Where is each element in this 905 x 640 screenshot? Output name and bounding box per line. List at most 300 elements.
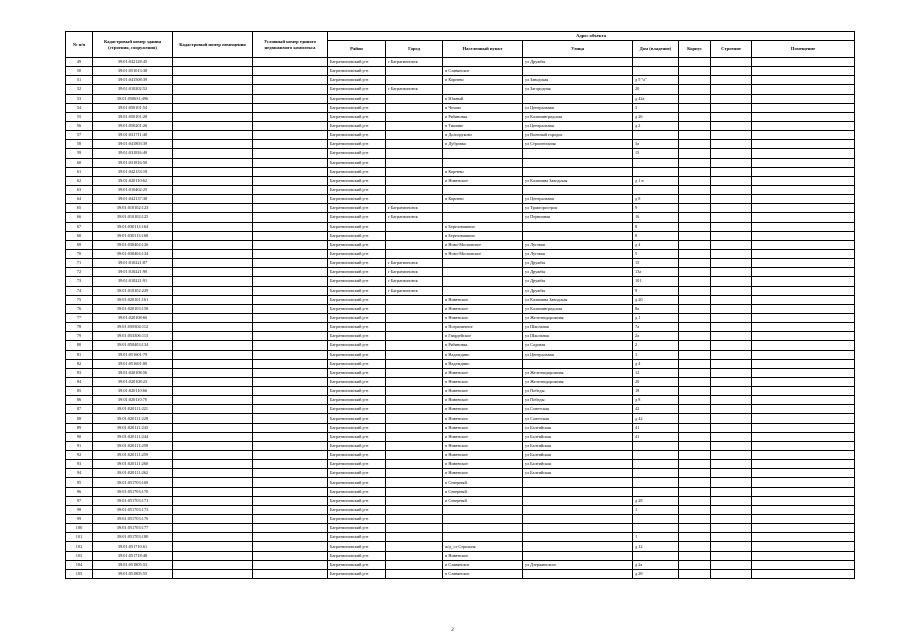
cell-korpus (679, 396, 711, 405)
cell-gorod (386, 515, 443, 524)
cell-raion: Багратионовский р-н (328, 350, 386, 359)
cell-ulica: ул Луговая (523, 249, 633, 258)
cell-np: п Нивенское (443, 441, 523, 450)
cell-korpus (679, 259, 711, 268)
cell-dom (633, 551, 679, 560)
cell-dom (633, 487, 679, 496)
cell-pomeshenie (752, 368, 855, 377)
cell-stroenie (711, 451, 752, 460)
table-row (66, 167, 855, 176)
cell-pomeshenie (752, 213, 855, 222)
cell-ulica: ул Дружбы (523, 277, 633, 286)
cell-raion: Багратионовский р-н (328, 359, 386, 368)
cell-cond-num (253, 323, 328, 332)
cell-kad-building: 39:01:051703:176 (93, 515, 173, 524)
cell-num: 100 (66, 524, 93, 533)
cell-korpus (679, 405, 711, 414)
cell-cond-num (253, 396, 328, 405)
cell-kad-building: 39:01:020111:221 (93, 405, 173, 414)
cell-korpus (679, 94, 711, 103)
col-raion-header: Район (328, 41, 386, 58)
cell-kad-building: 39:01:020111:243 (93, 423, 173, 432)
cell-stroenie (711, 569, 752, 578)
cell-dom (633, 515, 679, 524)
cell-kad-building: 39:01:050101:28 (93, 112, 173, 121)
cell-ulica: ул Дружбы (523, 286, 633, 295)
cell-cond-num (253, 387, 328, 396)
cell-stroenie (711, 524, 752, 533)
cell-kad-building: 39:01:051703:180 (93, 533, 173, 542)
cell-kad-building: 39:01:051805:55 (93, 569, 173, 578)
cell-gorod (386, 368, 443, 377)
cell-gorod: г Багратионовск (386, 213, 443, 222)
cell-dom: д 42а (633, 94, 679, 103)
table-row (66, 204, 855, 213)
cell-korpus (679, 542, 711, 551)
cell-kad-building: 39:01:010221:90 (93, 268, 173, 277)
cell-num: 87 (66, 405, 93, 414)
cell-kad-building: 39:01:020101:161 (93, 295, 173, 304)
cell-stroenie (711, 286, 752, 295)
cell-cond-num (253, 432, 328, 441)
cell-raion: Багратионовский р-н (328, 377, 386, 386)
cell-kad-building: 39:01:020111:260 (93, 460, 173, 469)
cell-num: 68 (66, 231, 93, 240)
cell-pomeshenie (752, 158, 855, 167)
cell-gorod (386, 469, 443, 478)
cell-np (443, 204, 523, 213)
cell-dom: 9 (633, 286, 679, 295)
cell-stroenie (711, 441, 752, 450)
cell-raion: Багратионовский р-н (328, 515, 386, 524)
cell-stroenie (711, 460, 752, 469)
cell-np: п Ново-Московское (443, 240, 523, 249)
cell-kad-building: 39:01:041508:39 (93, 76, 173, 85)
cell-cond-num (253, 377, 328, 386)
cell-raion: Багратионовский р-н (328, 569, 386, 578)
cell-gorod (386, 560, 443, 569)
cell-kad-room (173, 94, 253, 103)
cell-ulica (523, 67, 633, 76)
cell-raion: Багратионовский р-н (328, 304, 386, 313)
cell-kad-room (173, 350, 253, 359)
cell-korpus (679, 387, 711, 396)
cell-pomeshenie (752, 332, 855, 341)
cell-dom (633, 67, 679, 76)
table-row (66, 185, 855, 194)
cell-stroenie (711, 478, 752, 487)
cell-np (443, 533, 523, 542)
cell-cond-num (253, 259, 328, 268)
cell-cond-num (253, 222, 328, 231)
cell-ulica (523, 231, 633, 240)
cell-gorod (386, 249, 443, 258)
cell-korpus (679, 149, 711, 158)
cell-kad-building: 39:01:020108:23 (93, 377, 173, 386)
cell-dom (633, 167, 679, 176)
cell-ulica: ул Дружбы (523, 259, 633, 268)
cell-num: 71 (66, 259, 93, 268)
cell-raion: Багратионовский р-н (328, 268, 386, 277)
cell-korpus (679, 313, 711, 322)
cell-kad-room (173, 185, 253, 194)
cell-raion: Багратионовский р-н (328, 432, 386, 441)
cell-dom: 2 (633, 341, 679, 350)
cell-raion: Багратионовский р-н (328, 167, 386, 176)
cell-stroenie (711, 551, 752, 560)
cell-cond-num (253, 560, 328, 569)
cell-gorod (386, 131, 443, 140)
cell-ulica: ул Железнодорожная (523, 377, 633, 386)
cell-korpus (679, 103, 711, 112)
cell-kad-room (173, 103, 253, 112)
cell-num: 49 (66, 58, 93, 67)
cell-stroenie (711, 350, 752, 359)
cell-ulica: ул Победы (523, 387, 633, 396)
cell-ulica: ул Калинина Заводская (523, 295, 633, 304)
cell-cond-num (253, 405, 328, 414)
cell-raion: Багратионовский р-н (328, 487, 386, 496)
cell-stroenie (711, 515, 752, 524)
cell-pomeshenie (752, 195, 855, 204)
cell-cond-num (253, 103, 328, 112)
cell-kad-room (173, 405, 253, 414)
cell-np: п Надеждино (443, 350, 523, 359)
cell-kad-room (173, 176, 253, 185)
table-row (66, 149, 855, 158)
cell-stroenie (711, 103, 752, 112)
cell-stroenie (711, 469, 752, 478)
cell-ulica: ул Железнодорожная (523, 313, 633, 322)
cell-np (443, 515, 523, 524)
cell-pomeshenie (752, 149, 855, 158)
cell-np: п Корнево (443, 76, 523, 85)
cell-ulica: ул Садовая (523, 341, 633, 350)
cell-gorod (386, 121, 443, 130)
cell-pomeshenie (752, 94, 855, 103)
cell-raion: Багратионовский р-н (328, 323, 386, 332)
cell-raion: Багратионовский р-н (328, 121, 386, 130)
cell-stroenie (711, 76, 752, 85)
table-row (66, 295, 855, 304)
cell-kad-room (173, 414, 253, 423)
cell-cond-num (253, 569, 328, 578)
cell-dom: д 26 (633, 112, 679, 121)
cell-kad-building: 39:01:030113:164 (93, 222, 173, 231)
cell-cond-num (253, 195, 328, 204)
cell-ulica: ул Дзержинского (523, 560, 633, 569)
cell-ulica: ул Дружбы (523, 58, 633, 67)
cell-pomeshenie (752, 185, 855, 194)
table-row (66, 277, 855, 286)
cell-kad-room (173, 158, 253, 167)
cell-dom: д 8 (633, 195, 679, 204)
cell-cond-num (253, 240, 328, 249)
cell-num: 89 (66, 423, 93, 432)
cell-dom: 8 (633, 231, 679, 240)
cell-dom: д 42 (633, 414, 679, 423)
cell-pomeshenie (752, 249, 855, 258)
cell-stroenie (711, 185, 752, 194)
cell-cond-num (253, 350, 328, 359)
cell-pomeshenie (752, 176, 855, 185)
cell-pomeshenie (752, 423, 855, 432)
cell-kad-building: 39:01:031711:40 (93, 131, 173, 140)
cell-kad-room (173, 259, 253, 268)
cell-kad-building: 39:01:051710:61 (93, 542, 173, 551)
cell-num: 98 (66, 505, 93, 514)
cell-cond-num (253, 85, 328, 94)
table-row (66, 85, 855, 94)
cell-pomeshenie (752, 131, 855, 140)
cell-kad-building: 39:01:020108:60 (93, 313, 173, 322)
cell-stroenie (711, 332, 752, 341)
cell-pomeshenie (752, 451, 855, 460)
cell-num: 57 (66, 131, 93, 140)
cell-ulica: ул Центральная (523, 195, 633, 204)
cell-raion: Багратионовский р-н (328, 249, 386, 258)
cell-num: 74 (66, 286, 93, 295)
cell-ulica: ул Балтийская (523, 432, 633, 441)
table-row (66, 140, 855, 149)
cell-num: 94 (66, 469, 93, 478)
cell-np: п Нивенское (443, 176, 523, 185)
cell-num: 78 (66, 323, 93, 332)
cell-cond-num (253, 304, 328, 313)
cell-ulica: ул Победы (523, 396, 633, 405)
cell-korpus (679, 295, 711, 304)
cell-gorod (386, 185, 443, 194)
cell-ulica (523, 569, 633, 578)
col-kad-room-header: Кадастровый номер помещения (173, 32, 253, 58)
cell-stroenie (711, 149, 752, 158)
table-row (66, 451, 855, 460)
cell-num: 73 (66, 277, 93, 286)
cell-dom: 1 (633, 505, 679, 514)
cell-ulica: ул Советская (523, 414, 633, 423)
cell-cond-num (253, 176, 328, 185)
cell-dom: д 4 (633, 359, 679, 368)
cell-ulica: ул Калининградская (523, 304, 633, 313)
cell-dom (633, 460, 679, 469)
cell-cond-num (253, 295, 328, 304)
cell-ulica (523, 496, 633, 505)
cell-num: 101 (66, 533, 93, 542)
cell-ulica: ул Железнодорожная (523, 368, 633, 377)
cell-korpus (679, 185, 711, 194)
cell-ulica: ул Школьная (523, 332, 633, 341)
cell-korpus (679, 58, 711, 67)
cell-num: 62 (66, 176, 93, 185)
cell-np: п Славянское (443, 67, 523, 76)
cell-gorod (386, 359, 443, 368)
table-row (66, 158, 855, 167)
cell-korpus (679, 195, 711, 204)
cell-cond-num (253, 140, 328, 149)
cell-korpus (679, 167, 711, 176)
cell-num: 83 (66, 368, 93, 377)
cell-dom (633, 478, 679, 487)
col-korpus-header: Корпус (679, 41, 711, 58)
cell-num: 72 (66, 268, 93, 277)
cell-raion: Багратионовский р-н (328, 213, 386, 222)
cell-ulica (523, 158, 633, 167)
cell-kad-room (173, 140, 253, 149)
cell-raion: Багратионовский р-н (328, 460, 386, 469)
cell-ulica (523, 149, 633, 158)
cell-cond-num (253, 460, 328, 469)
cell-ulica (523, 222, 633, 231)
cell-stroenie (711, 423, 752, 432)
cell-stroenie (711, 313, 752, 322)
cell-kad-building: 39:01:051601:79 (93, 350, 173, 359)
cell-korpus (679, 222, 711, 231)
table-row (66, 259, 855, 268)
cell-np: ж/д_ст Стрельня (443, 542, 523, 551)
cell-cond-num (253, 533, 328, 542)
cell-gorod (386, 414, 443, 423)
cell-kad-room (173, 505, 253, 514)
cell-korpus (679, 560, 711, 569)
cell-num: 52 (66, 85, 93, 94)
cell-gorod (386, 304, 443, 313)
cell-dom: 1 (633, 350, 679, 359)
cell-num: 91 (66, 441, 93, 450)
col-ulica-header: Улица (523, 41, 633, 58)
cell-raion: Багратионовский р-н (328, 551, 386, 560)
cell-kad-room (173, 451, 253, 460)
cell-num: 77 (66, 313, 93, 322)
cell-pomeshenie (752, 478, 855, 487)
cell-korpus (679, 304, 711, 313)
cell-stroenie (711, 432, 752, 441)
cell-pomeshenie (752, 304, 855, 313)
cell-pomeshenie (752, 313, 855, 322)
cell-stroenie (711, 259, 752, 268)
cell-kad-room (173, 569, 253, 578)
cell-kad-building: 39:01:010221:87 (93, 259, 173, 268)
cell-gorod (386, 103, 443, 112)
cell-cond-num (253, 268, 328, 277)
cell-gorod: г Багратионовск (386, 58, 443, 67)
cell-kad-building: 39:01:020111:262 (93, 469, 173, 478)
cell-num: 79 (66, 332, 93, 341)
cell-ulica: ул Тракторостроя (523, 204, 633, 213)
cell-gorod (386, 542, 443, 551)
cell-raion: Багратионовский р-н (328, 58, 386, 67)
table-row (66, 441, 855, 450)
cell-raion: Багратионовский р-н (328, 542, 386, 551)
cell-cond-num (253, 131, 328, 140)
table-row (66, 121, 855, 130)
cell-kad-building: 39:01:030404:126 (93, 240, 173, 249)
cell-pomeshenie (752, 515, 855, 524)
cell-pomeshenie (752, 387, 855, 396)
cell-kad-building: 39:01:042137:38 (93, 195, 173, 204)
cell-pomeshenie (752, 286, 855, 295)
cell-stroenie (711, 368, 752, 377)
cell-pomeshenie (752, 441, 855, 450)
cell-stroenie (711, 121, 752, 130)
cell-kad-room (173, 313, 253, 322)
cell-stroenie (711, 533, 752, 542)
table-row (66, 423, 855, 432)
cell-np: п Нивенское (443, 460, 523, 469)
cell-kad-building: 39:01:050304:112 (93, 323, 173, 332)
cell-kad-room (173, 131, 253, 140)
cell-dom: 15 (633, 259, 679, 268)
cell-gorod (386, 524, 443, 533)
objects-table (65, 31, 855, 579)
cell-kad-building: 39:01:020110:66 (93, 387, 173, 396)
cell-pomeshenie (752, 487, 855, 496)
cell-korpus (679, 441, 711, 450)
cell-dom: 101 (633, 277, 679, 286)
cell-kad-room (173, 268, 253, 277)
cell-korpus (679, 158, 711, 167)
cell-korpus (679, 213, 711, 222)
cell-gorod (386, 167, 443, 176)
cell-raion: Багратионовский р-н (328, 204, 386, 213)
cell-dom: 41 (633, 432, 679, 441)
cell-pomeshenie (752, 67, 855, 76)
cell-ulica: ул Балтийская (523, 451, 633, 460)
cell-gorod (386, 377, 443, 386)
cell-korpus (679, 204, 711, 213)
cell-np: п Южный (443, 94, 523, 103)
table-row (66, 76, 855, 85)
cell-kad-building: 39:01:042128:45 (93, 58, 173, 67)
cell-korpus (679, 350, 711, 359)
table-row (66, 487, 855, 496)
cell-dom: д 5 "а" (633, 76, 679, 85)
cell-stroenie (711, 304, 752, 313)
cell-ulica: ул Калинина Заводская (523, 176, 633, 185)
cell-raion: Багратионовский р-н (328, 131, 386, 140)
cell-np: п Тишино (443, 121, 523, 130)
cell-cond-num (253, 313, 328, 322)
cell-gorod (386, 487, 443, 496)
cell-ulica: ул Центральная (523, 121, 633, 130)
cell-gorod (386, 423, 443, 432)
cell-kad-building: 39:01:020111:258 (93, 441, 173, 450)
cell-dom: 12 (633, 368, 679, 377)
cell-dom: 15 (633, 149, 679, 158)
cell-stroenie (711, 377, 752, 386)
cell-kad-room (173, 332, 253, 341)
cell-ulica (523, 185, 633, 194)
table-row (66, 414, 855, 423)
cell-kad-building: 39:01:051703:169 (93, 478, 173, 487)
table-row (66, 103, 855, 112)
cell-kad-building: 39:01:051718:48 (93, 551, 173, 560)
cell-kad-building: 39:01:051703:171 (93, 496, 173, 505)
table-row (66, 359, 855, 368)
cell-dom: 41 (633, 423, 679, 432)
cell-pomeshenie (752, 341, 855, 350)
cell-korpus (679, 469, 711, 478)
cell-cond-num (253, 487, 328, 496)
cell-stroenie (711, 277, 752, 286)
cell-dom (633, 469, 679, 478)
cell-kad-building: 39:01:031816:50 (93, 158, 173, 167)
cell-gorod (386, 551, 443, 560)
cell-dom: 8 (633, 222, 679, 231)
table-row (66, 249, 855, 258)
cell-cond-num (253, 414, 328, 423)
cell-kad-building: 39:01:041803:39 (93, 140, 173, 149)
cell-gorod (386, 231, 443, 240)
